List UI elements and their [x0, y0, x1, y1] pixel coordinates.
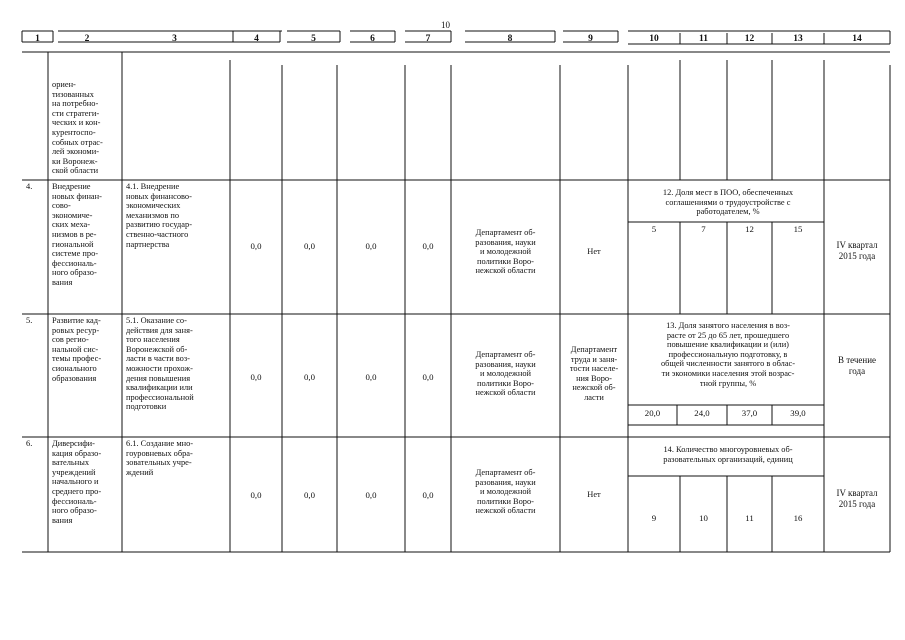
- col-header-5: 5: [311, 34, 316, 44]
- col-header-14: 14: [852, 34, 862, 44]
- col-header-4: 4: [254, 34, 259, 44]
- col-header-9: 9: [588, 34, 593, 44]
- row6-value-col10: 9: [651, 513, 657, 523]
- row4-value-col12: 12: [745, 224, 754, 234]
- col-header-1: 1: [35, 34, 40, 44]
- row4-indicator: 12. Доля мест в ПОО, обеспеченных соглашениями о трудоустройстве с работодателем, %: [662, 188, 794, 217]
- row5-funding-col7: 0,0: [422, 372, 434, 382]
- col-header-8: 8: [507, 34, 513, 44]
- row5-value-col12: 37,0: [741, 408, 758, 418]
- col-header-2: 2: [84, 34, 90, 44]
- row4-value-col11: 7: [701, 224, 706, 234]
- row5-value-col11: 24,0: [694, 408, 710, 418]
- row0-goal: ориен- тизованных на потребно- сти стратеги- ческих и кон- курентоспо- собных отрас- лей экономи- ки Воронеж- ской области: [52, 80, 103, 176]
- row6-coexecutor: Нет: [587, 490, 601, 499]
- row6-measure: 6.1. Создание мно- гоуровневых обра- зовательных учре- ждений: [126, 439, 194, 477]
- row4-value-col13: 15: [793, 224, 803, 234]
- col-header-7: 7: [425, 34, 431, 44]
- col-header-12: 12: [744, 34, 755, 44]
- row6-funding-col6: 0,0: [365, 490, 377, 500]
- row6-executor: Департамент об- разования, науки и молодежной политики Воро- нежской области: [475, 468, 536, 516]
- row5-number: 5.: [26, 316, 33, 325]
- page-number: 10: [441, 20, 450, 30]
- row6-funding-col4: 0,0: [250, 490, 262, 500]
- row5-value-col10: 20,0: [644, 408, 661, 418]
- row5-coexecutor: Департамент труда и заня- тости населе- ния Воро- нежской об- ласти: [569, 345, 619, 402]
- row5-deadline: В течение года: [837, 355, 877, 376]
- col-header-3: 3: [172, 34, 177, 44]
- col-header-10: 10: [649, 34, 659, 44]
- row5-funding-col4: 0,0: [250, 372, 262, 382]
- row5-funding-col5: 0,0: [304, 372, 315, 382]
- row6-number: 6.: [26, 439, 33, 448]
- row4-funding-col5: 0,0: [304, 241, 315, 251]
- row6-value-col11: 10: [699, 513, 708, 523]
- row5-task: Развитие кад- ровых ресур- сов регио- нальной сис- темы профес- сионального образования: [52, 316, 102, 383]
- row4-task: Внедрение новых финан- сово- экономиче- ских меха- низмов в ре- гиональной системе про- фессиональ- ного образо- вания: [52, 182, 102, 287]
- row5-executor: Департамент об- разования, науки и молодежной политики Воро- нежской области: [475, 350, 536, 398]
- row4-funding-col7: 0,0: [422, 241, 434, 251]
- row4-executor: Департамент об- разования, науки и молодежной политики Воро- нежской области: [475, 228, 536, 276]
- col-header-11: 11: [699, 34, 708, 44]
- row6-funding-col7: 0,0: [422, 490, 434, 500]
- row6-indicator: 14. Количество многоуровневых об- разовательных организаций, единиц: [663, 445, 793, 464]
- col-header-13: 13: [793, 34, 803, 44]
- row6-deadline: IV квартал 2015 года: [836, 488, 878, 509]
- row4-deadline: IV квартал 2015 года: [836, 240, 878, 261]
- row6-task: Диверсифи- кация образо- вательных учреждений начального и среднего про- фессиональ- ного образо- вания: [52, 439, 102, 525]
- row5-indicator: 13. Доля занятого населения в воз- расте от 25 до 65 лет, прошедшего повышение квалификации и (или) профессиональную подготовку, в общей численности занятого в облас- ти экономики населения этой возрас- тной группы, %: [660, 321, 796, 388]
- row5-funding-col6: 0,0: [365, 372, 377, 382]
- row5-value-col13: 39,0: [790, 408, 806, 418]
- row6-value-col13: 16: [793, 513, 803, 523]
- col-header-6: 6: [370, 34, 375, 44]
- row6-funding-col5: 0,0: [304, 490, 315, 500]
- row4-measure: 4.1. Внедрение новых финансово- экономических механизмов по развитию государ- ственно-частного партнерства: [126, 182, 192, 249]
- row4-value-col10: 5: [651, 224, 657, 234]
- row5-measure: 5.1. Оказание со- действия для заня- того населения Воронежской об- ласти в части воз- можности прохож- дения повышения квалификации или профессиональной подготовки: [126, 316, 194, 412]
- row4-number: 4.: [26, 182, 33, 191]
- row4-coexecutor: Нет: [587, 247, 601, 256]
- row4-funding-col4: 0,0: [250, 241, 262, 251]
- row4-funding-col6: 0,0: [365, 241, 377, 251]
- row6-value-col12: 11: [745, 513, 754, 523]
